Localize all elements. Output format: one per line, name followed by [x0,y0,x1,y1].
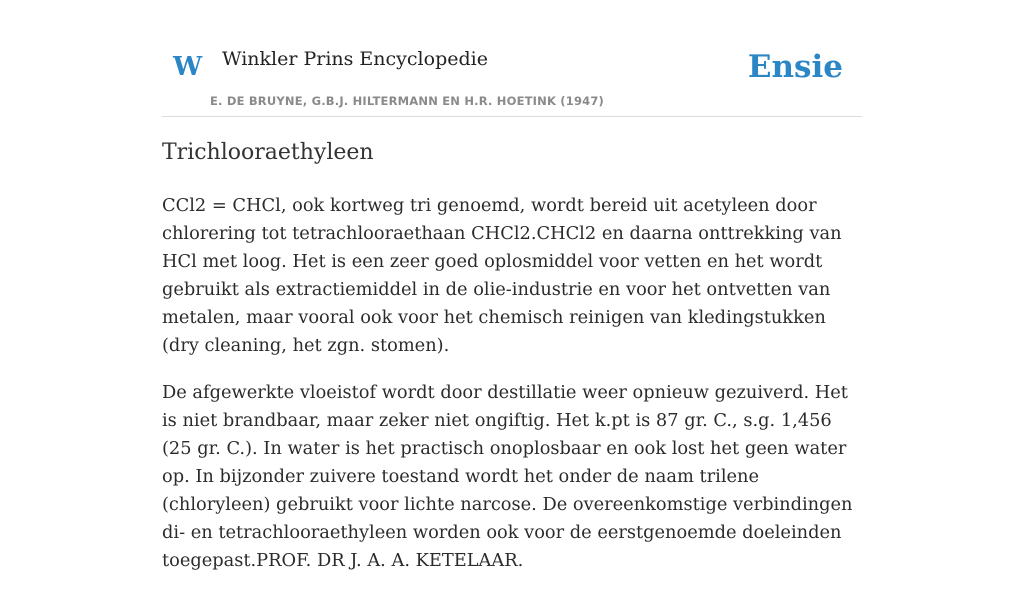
site-header [162,40,862,117]
publication-logo-icon[interactable]: W [173,52,203,82]
publication-title[interactable]: Winkler Prins Encyclopedie [222,48,488,70]
article-paragraph: CCl2 = CHCl, ook kortweg tri genoemd, wordt bereid uit acetyleen door chlorering tot tetrachlooraethaan CHCl2.CHCl2 en daarna onttrekking van HCl met loog. Het is een zeer goed oplosmiddel voor vetten en het wordt gebruikt als extractiemiddel in de olie-industrie en voor het ontvetten van metalen, maar vooral ook voor het chemisch reinigen van kledingstukken (dry cleaning, het zgn. stomen). [162,195,842,356]
publication-authors: E. DE BRUYNE, G.B.J. HILTERMANN EN H.R. HOETINK (1947) [210,94,605,108]
article-title: Trichlooraethyleen [162,140,374,165]
ensie-logo[interactable]: Ensie [747,49,843,85]
article-paragraph: De afgewerkte vloeistof wordt door destillatie weer opnieuw gezuiverd. Het is niet brandbaar, maar zeker niet ongiftig. Het k.pt is 87 gr. C., s.g. 1,456 (25 gr. C.). In water is het practisch onoplosbaar en ook lost het geen water op. In bijzonder zuivere toestand wordt het onder de naam trilene (chloryleen) gebruikt voor lichte narcose. De overeenkomstige verbindingen di- en tetrachlooraethyleen worden ook voor de eerstgenoemde doeleinden toegepast.PROF. DR J. A. A. KETELAAR. [162,382,853,571]
article-body [162,192,862,594]
